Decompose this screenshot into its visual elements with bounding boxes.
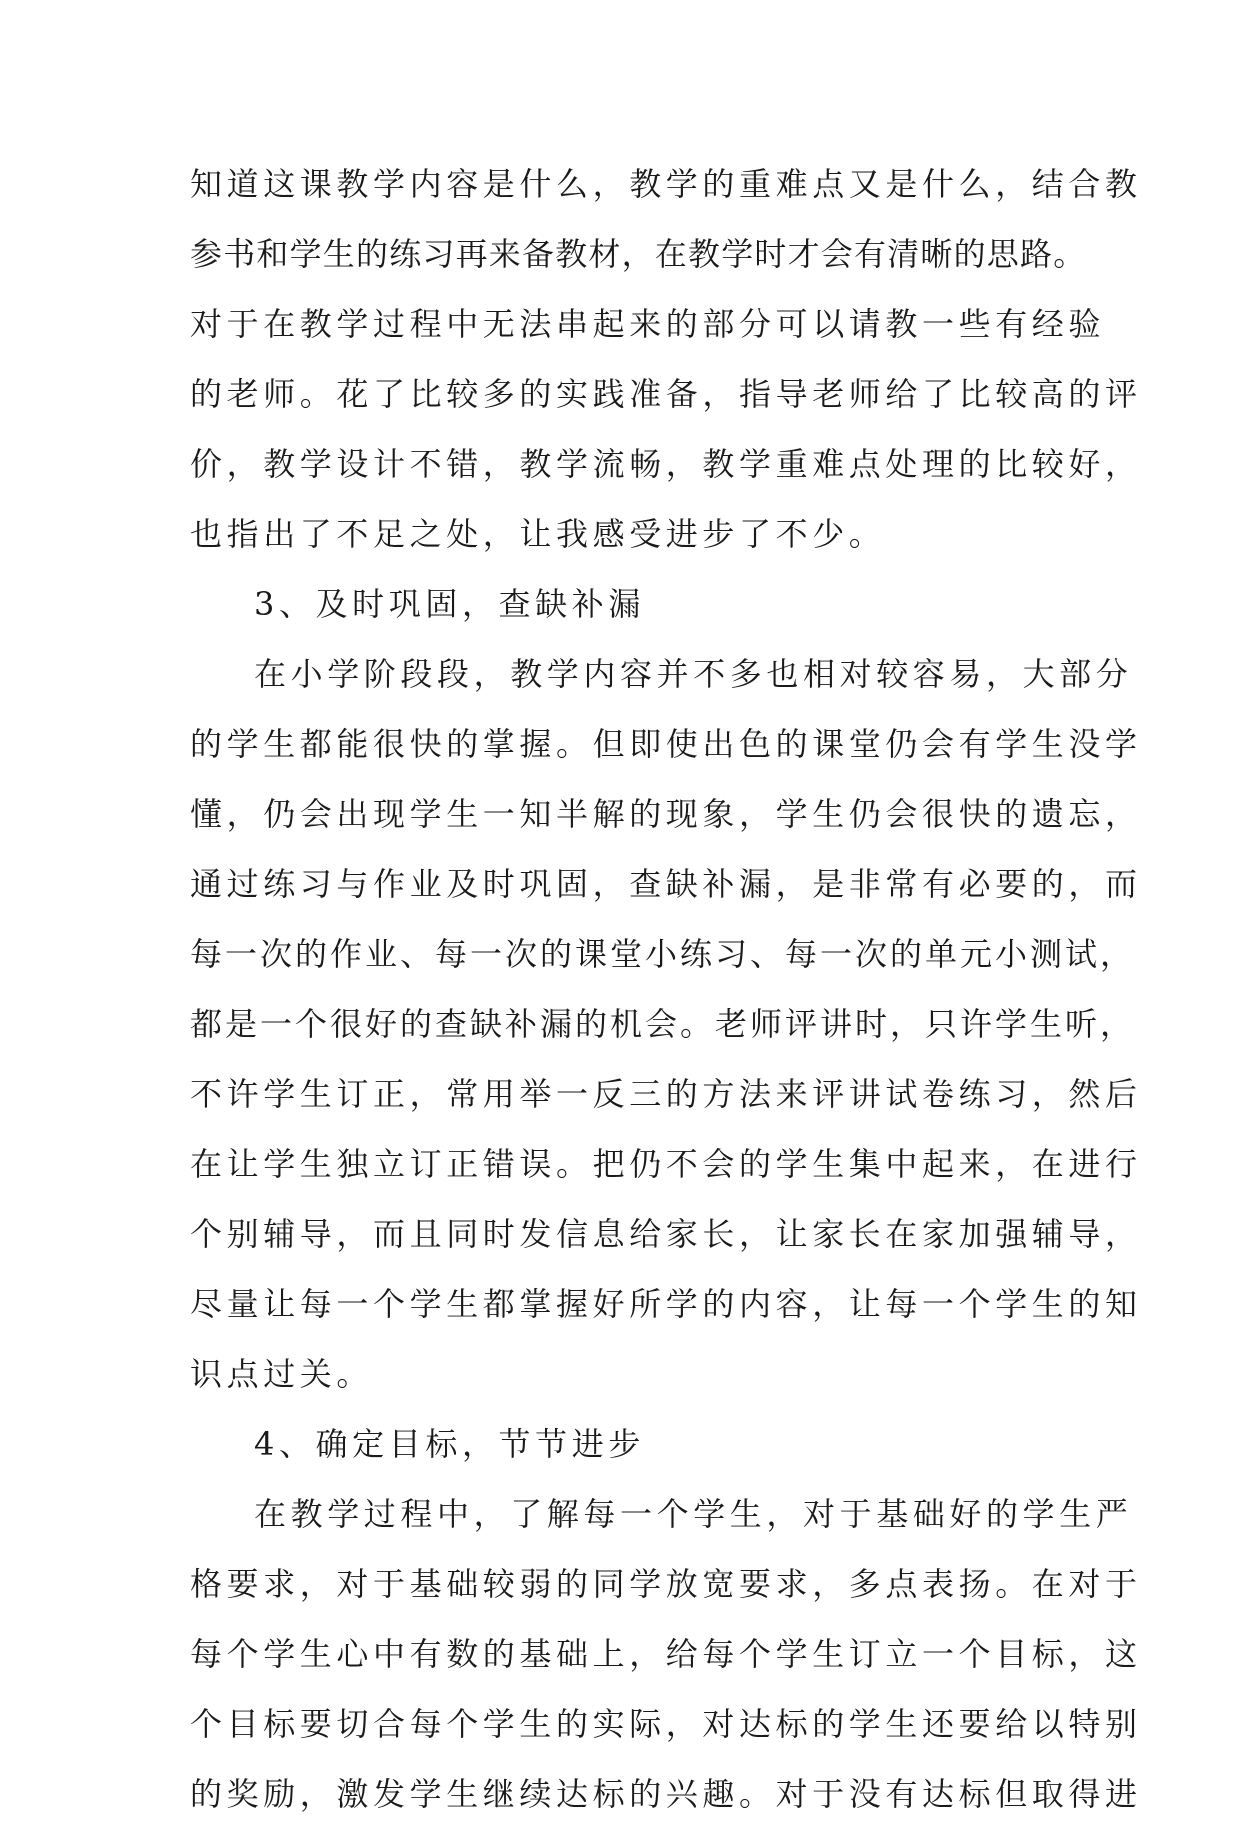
paragraph-line: 通过练习与作业及时巩固，查缺补漏，是非常有必要的，而	[190, 865, 1142, 903]
section-heading: 4、确定目标，节节进步	[254, 1425, 645, 1463]
paragraph-line: 个目标要切合每个学生的实际，对达标的学生还要给以特别	[190, 1705, 1142, 1743]
paragraph-line: 不许学生订正，常用举一反三的方法来评讲试卷练习，然后	[190, 1075, 1142, 1113]
paragraph-line: 参书和学生的练习再来备教材，在教学时才会有清晰的思路。	[190, 235, 1087, 273]
paragraph-line: 懂，仍会出现学生一知半解的现象，学生仍会很快的遗忘，	[190, 795, 1142, 833]
paragraph-line: 的奖励，激发学生继续达标的兴趣。对于没有达标但取得进	[190, 1775, 1142, 1813]
paragraph-line: 都是一个很好的查缺补漏的机会。老师评讲时，只许学生听，	[190, 1005, 1136, 1043]
paragraph-line: 知道这课教学内容是什么，教学的重难点又是什么，结合教	[190, 165, 1142, 203]
paragraph-line: 格要求，对于基础较弱的同学放宽要求，多点表扬。在对于	[190, 1565, 1142, 1603]
paragraph-line: 尽量让每一个学生都掌握好所学的内容，让每一个学生的知	[190, 1285, 1142, 1323]
paragraph-line: 对于在教学过程中无法串起来的部分可以请教一些有经验	[190, 305, 1106, 343]
paragraph-line: 的学生都能很快的掌握。但即使出色的课堂仍会有学生没学	[190, 725, 1142, 763]
paragraph-line: 在教学过程中，了解每一个学生，对于基础好的学生严	[254, 1495, 1133, 1533]
paragraph-line: 的老师。花了比较多的实践准备，指导老师给了比较高的评	[190, 375, 1142, 413]
document-body	[190, 160, 1142, 1840]
paragraph-line: 个别辅导，而且同时发信息给家长，让家长在家加强辅导，	[190, 1215, 1142, 1253]
paragraph-line: 也指出了不足之处，让我感受进步了不少。	[190, 515, 886, 553]
paragraph-line: 每一次的作业、每一次的课堂小练习、每一次的单元小测试，	[190, 935, 1136, 973]
paragraph-line: 识点过关。	[190, 1355, 374, 1393]
paragraph-line: 在小学阶段段，教学内容并不多也相对较容易，大部分	[254, 655, 1133, 693]
paragraph-line: 每个学生心中有数的基础上，给每个学生订立一个目标，这	[190, 1635, 1142, 1673]
paragraph-line: 价，教学设计不错，教学流畅，教学重难点处理的比较好，	[190, 445, 1142, 483]
section-heading: 3、及时巩固，查缺补漏	[254, 585, 645, 623]
paragraph-line: 在让学生独立订正错误。把仍不会的学生集中起来，在进行	[190, 1145, 1142, 1183]
